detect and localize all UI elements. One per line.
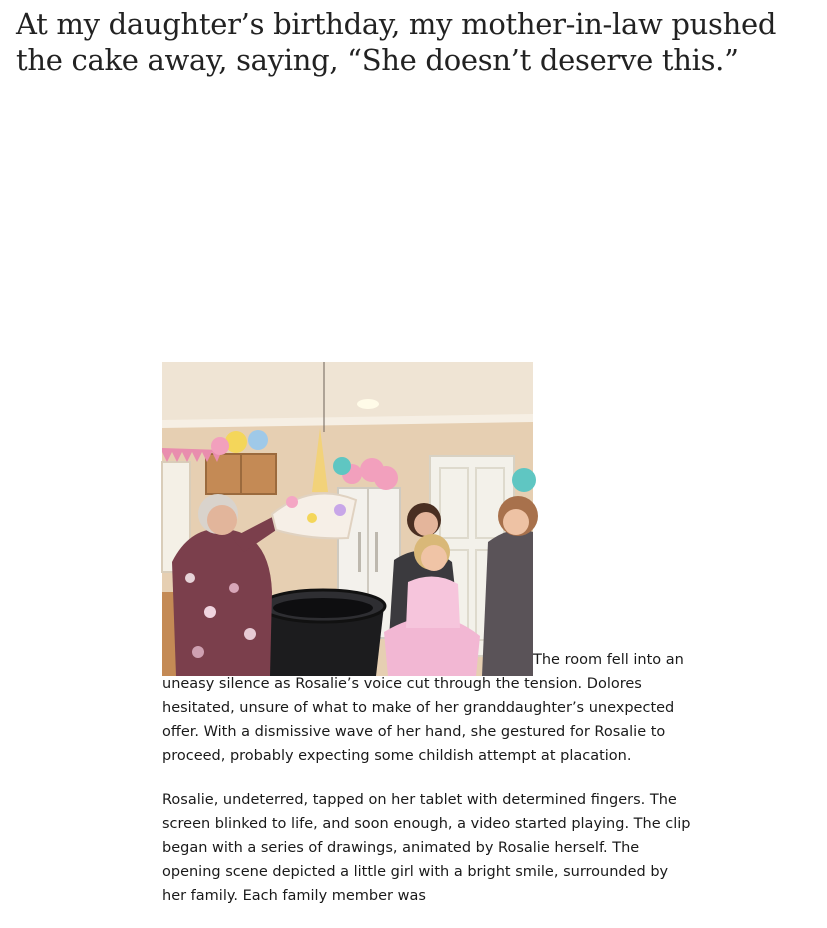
paragraph-text: The room fell into an uneasy silence as Rosalie’s voice cut through the tension. Dolores hesitated, unsure of what to make of her granddaughter’s unexpected offer. With a dismissive wave of her hand, she gestured for Rosalie to proceed, probably expecting some childish attempt at placation. — [162, 652, 684, 764]
balloon-icon — [211, 437, 229, 455]
girl-face — [421, 545, 447, 571]
balloon-icon — [333, 457, 351, 475]
birthday-scene-photo — [162, 362, 533, 676]
photo-illustration — [162, 362, 533, 676]
balloon-icon — [374, 466, 398, 490]
article-paragraph: Rosalie, undeterred, tapped on her tablet with determined fingers. The screen blinked to life, and soon enough, a video started playing. The clip began with a series of drawings, animated by Rosalie herself. The opening scene depicted a little girl with a bright smile, surrounded by her family. Each family member was — [162, 792, 691, 904]
mother-face — [414, 512, 438, 536]
right-woman-top — [482, 530, 533, 676]
article-body — [162, 362, 692, 928]
balloon-icon — [225, 431, 247, 453]
balloon-icon — [512, 468, 536, 492]
article-headline: At my daughter’s birthday, my mother-in-law pushed the cake away, saying, “She doesn’t deserve this.” — [16, 7, 777, 77]
article-paragraph — [162, 362, 692, 768]
grandmother-face — [207, 505, 237, 535]
grandmother-cardigan — [172, 529, 272, 676]
ceiling — [162, 362, 533, 420]
right-woman-face — [503, 509, 529, 535]
balloon-icon — [248, 430, 268, 450]
ceiling-light-icon — [357, 399, 379, 409]
